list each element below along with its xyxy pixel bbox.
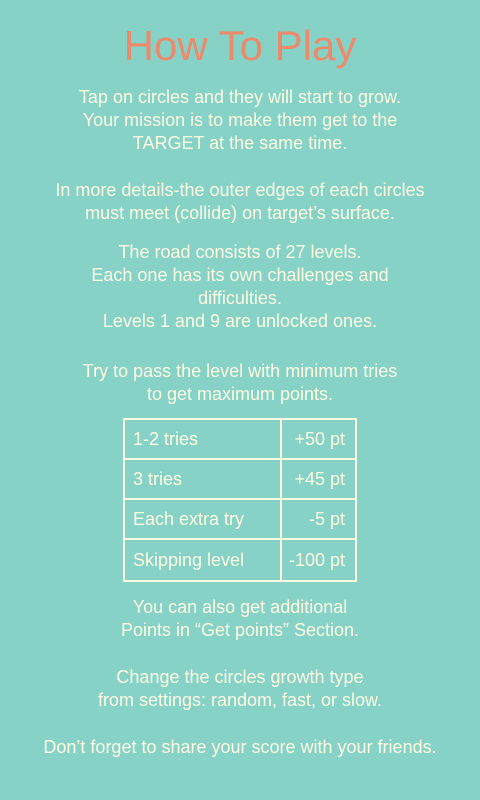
intro-paragraph xyxy=(10,86,470,155)
share-line-1: Don’t forget to share your score with your friends. xyxy=(43,737,437,757)
intro-line-3: TARGET at the same time. xyxy=(132,133,348,153)
intro-line-1: Tap on circles and they will start to grow. xyxy=(78,87,402,107)
tries-paragraph xyxy=(10,360,470,406)
score-points: -100 pt xyxy=(280,540,355,580)
growth-paragraph xyxy=(10,666,470,712)
score-condition: 1-2 tries xyxy=(125,420,280,460)
details-line-2: must meet (collide) on target’s surface. xyxy=(85,203,395,223)
score-condition: Skipping level xyxy=(133,549,245,570)
tries-line-2: to get maximum points. xyxy=(146,384,334,404)
score-condition: 3 tries xyxy=(125,460,280,500)
intro-line-2: Your mission is to make them get to the xyxy=(82,110,398,130)
levels-line-3: difficulties. xyxy=(198,288,282,308)
table-row xyxy=(125,460,355,500)
table-row xyxy=(125,540,355,580)
growth-line-1: Change the circles growth type xyxy=(116,667,364,687)
score-points: +45 pt xyxy=(280,460,355,500)
extra-points-line-1: You can also get additional xyxy=(132,597,348,617)
table-row xyxy=(125,500,355,540)
levels-line-1: The road consists of 27 levels. xyxy=(118,242,362,262)
details-line-1: In more details-the outer edges of each circles xyxy=(55,180,425,200)
tries-line-1: Try to pass the level with minimum tries xyxy=(82,361,398,381)
extra-points-line-2: Points in “Get points” Section. xyxy=(120,620,360,640)
details-paragraph xyxy=(10,179,470,225)
score-table xyxy=(123,418,357,582)
score-points: -5 pt xyxy=(280,500,355,540)
levels-paragraph xyxy=(10,241,470,333)
growth-line-2: from settings: random, fast, or slow. xyxy=(97,690,383,710)
score-points: +50 pt xyxy=(280,420,355,460)
levels-line-2: Each one has its own challenges and xyxy=(91,265,389,285)
extra-points-paragraph xyxy=(10,596,470,642)
table-row xyxy=(125,420,355,460)
score-condition: Each extra try xyxy=(125,500,280,540)
levels-line-4: Levels 1 and 9 are unlocked ones. xyxy=(102,311,378,331)
page-title: How To Play xyxy=(123,22,357,69)
share-paragraph xyxy=(10,736,470,759)
